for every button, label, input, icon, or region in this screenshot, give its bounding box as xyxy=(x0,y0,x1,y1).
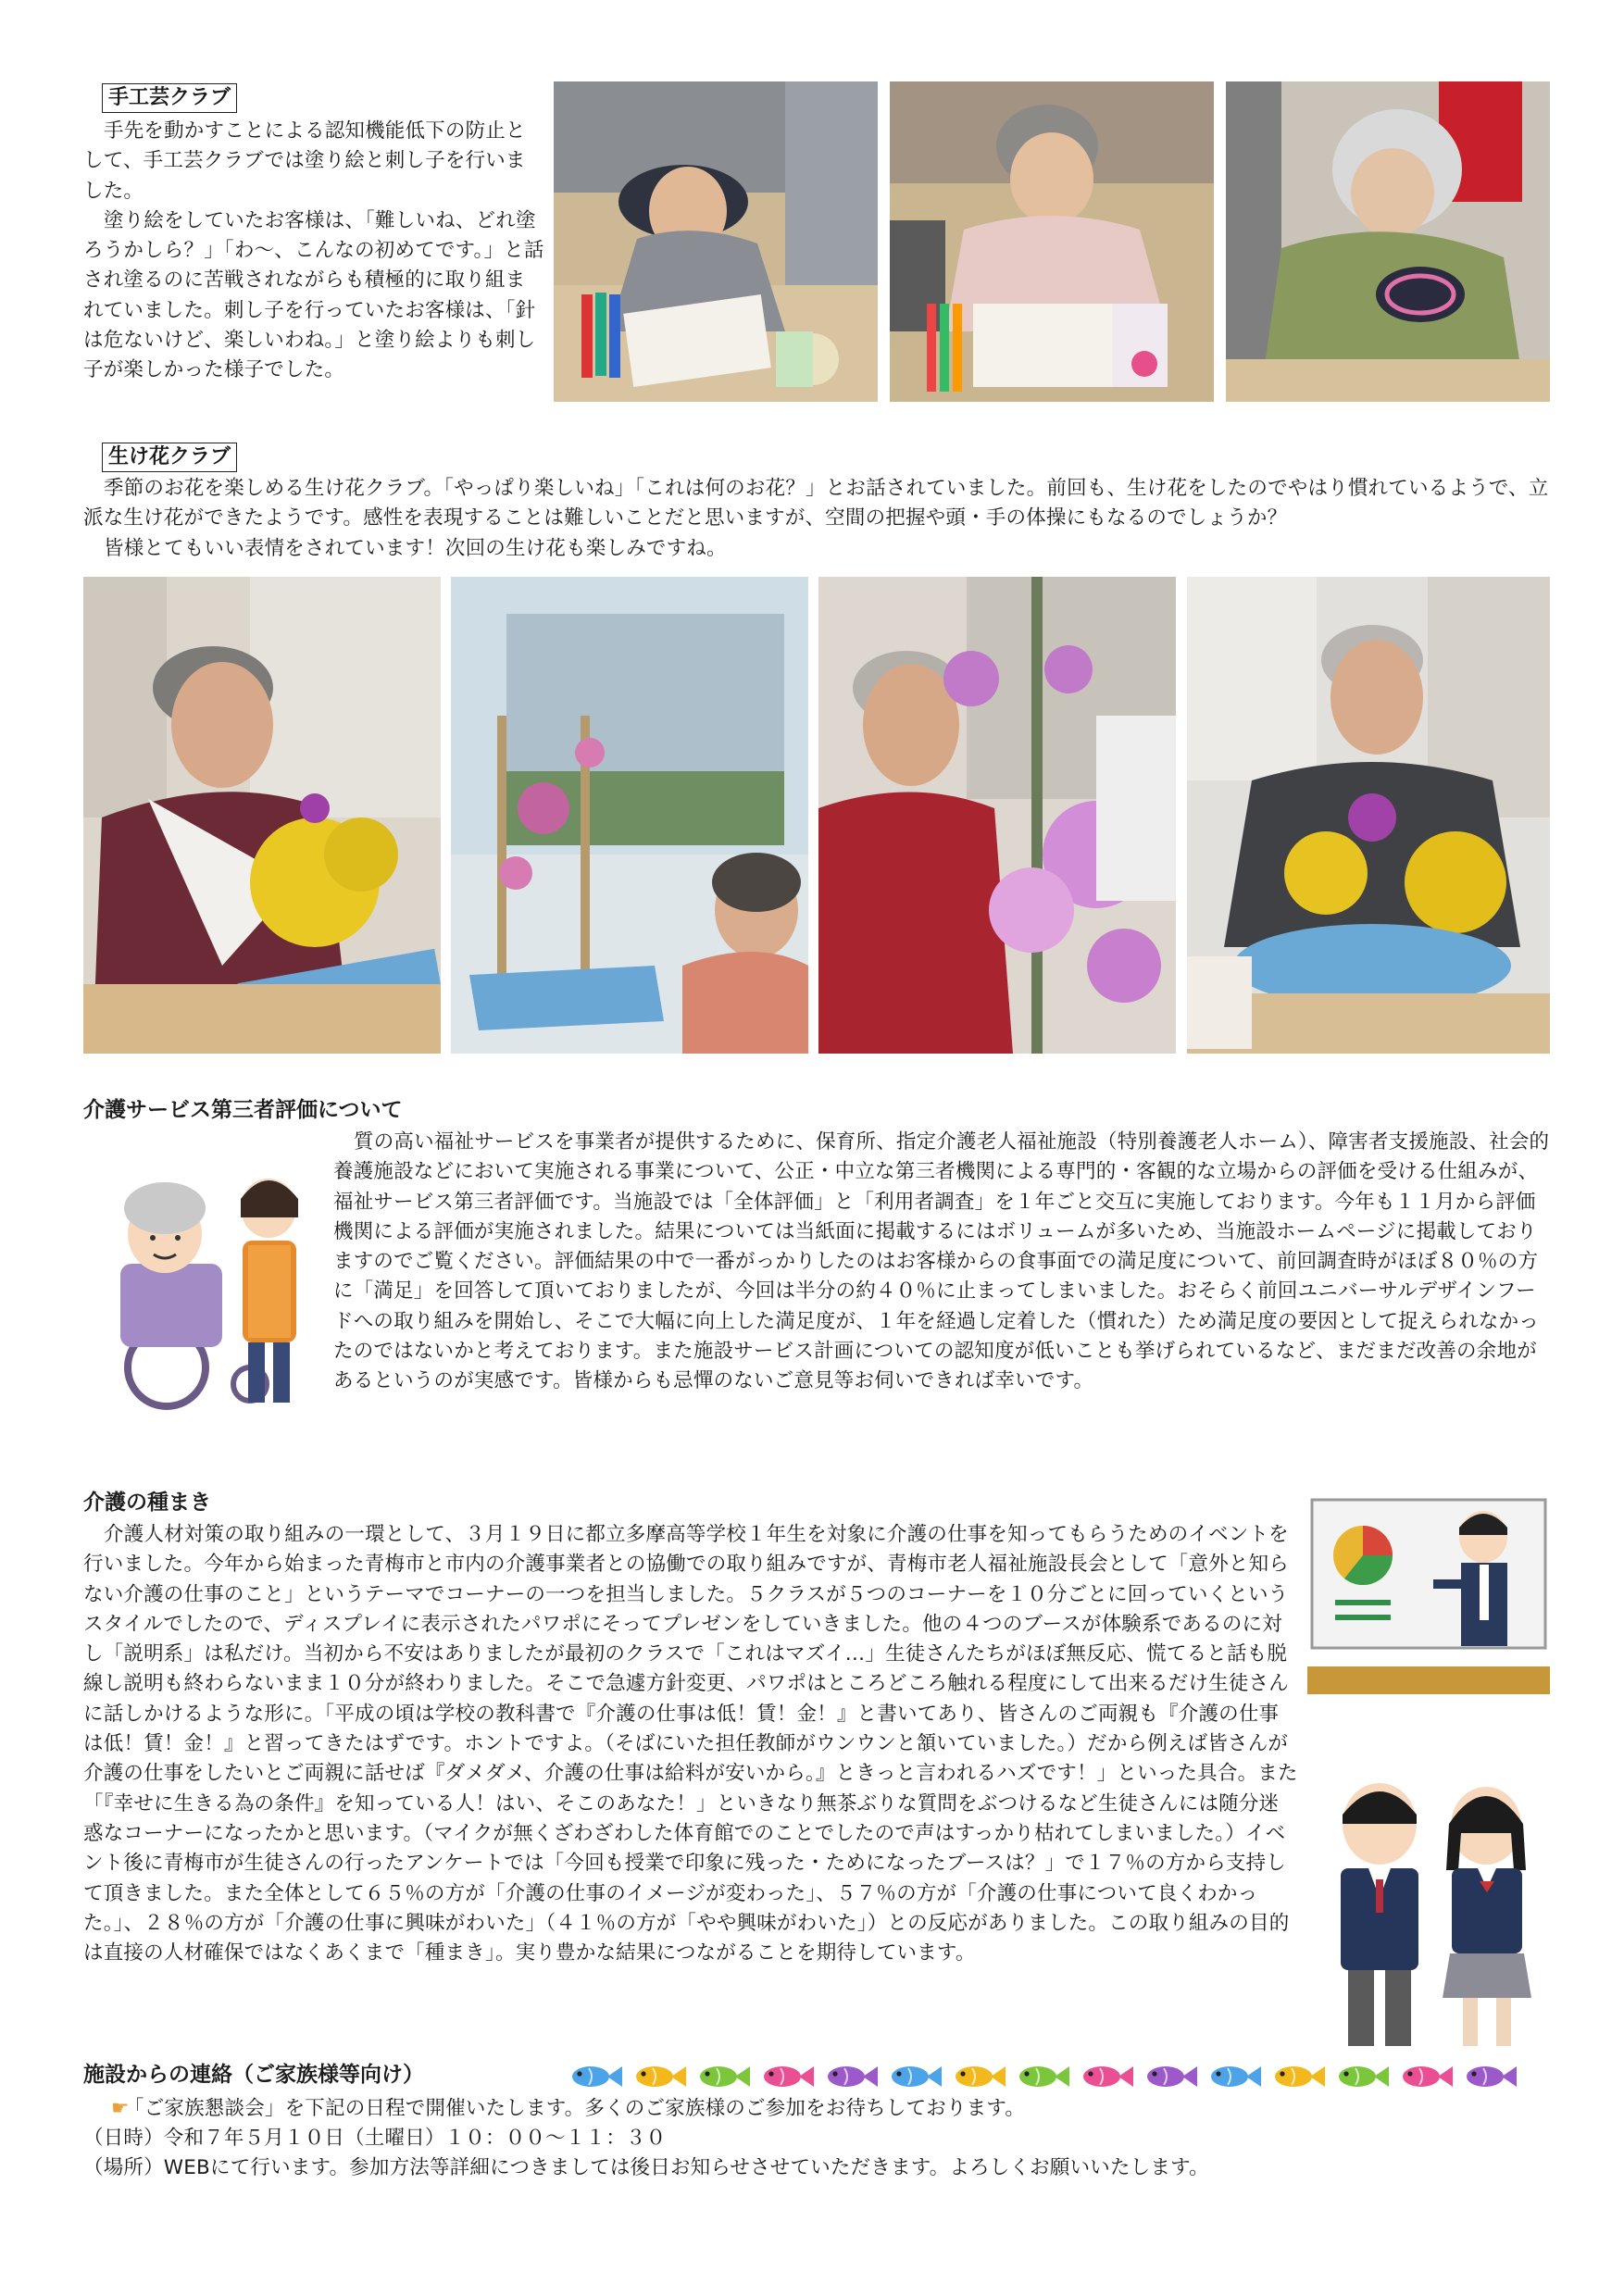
evaluation-heading: 介護サービス第三者評価について xyxy=(83,1098,403,1122)
crafts-text xyxy=(83,117,544,386)
fish-icon xyxy=(1206,2063,1263,2090)
ikebana-photo-3 xyxy=(818,577,1176,1054)
ikebana-paragraph-2: 皆様とてもいい表情をされています！次回の生け花も楽しみですね。 xyxy=(104,536,727,560)
ikebana-paragraph-1: 季節のお花を楽しめる生け花クラブ。「やっぱり楽しいね」「これは何のお花？」とお話されていました。前回も、生け花をしたのでやはり慣れているようで、立派な生け花ができたようです。感性を表現することは難しいことだと思いますが、空間の把握や頭・手の体操にもなるのでしょうか？ xyxy=(83,477,1549,530)
notice-announcement: 「ご家族懇談会」を下記の日程で開催いたします。多くのご家族様のご参加をお待ちしております。 xyxy=(124,2097,1026,2120)
fish-icon xyxy=(950,2063,1007,2090)
fish-icon xyxy=(1014,2063,1071,2090)
sashiko-photo xyxy=(1226,81,1550,402)
students-illustration xyxy=(1315,1759,1550,2053)
fish-icon xyxy=(1142,2063,1199,2090)
crafts-heading: 手工芸クラブ xyxy=(102,83,237,113)
notice-location: （場所）WEBにて行います。参加方法等詳細につきましては後日お知らせさせていただきます。よろしくお願いいたします。 xyxy=(83,2156,1209,2179)
fish-decoration xyxy=(567,2063,1518,2090)
fish-icon xyxy=(1333,2063,1391,2090)
fish-icon xyxy=(1461,2063,1518,2090)
fish-icon xyxy=(567,2063,624,2090)
fish-icon xyxy=(822,2063,880,2090)
crafts-paragraph-2: 塗り絵をしていたお客様は、「難しいね、どれ塗ろうかしら？」「わ～、こんなの初めてです。」と話され塗るのに苦戦されながらも積極的に取り組まれていました。刺し子を行っていたお客様は、「針は危ないけど、楽しいわね。」と塗り絵よりも刺し子が楽しかった様子でした。 xyxy=(83,208,544,382)
evaluation-text: 質の高い福祉サービスを事業者が提供するために、保育所、指定介護老人福祉施設（特別養護老人ホーム）、障害者支援施設、社会的養護施設などにおいて実施される事業について、公正・中立な第三者機関による専門的・客観的な立場からの評価を受ける仕組みが、福祉サービス第三者評価です。当施設では「全体評価」と「利用者調査」を１年ごと交互に実施しております。今年も１１月から評価機関による評価が実施されました。結果については当紙面に掲載するにはボリュームが多いため、当施設ホームページに掲載しておりますのでご覧ください。評価結果の中で一番がっかりしたのはお客様からの食事面での満足度について、前回調査時がほぼ８０％の方に「満足」を回答して頂いておりましたが、今回は半分の約４０％に止まってしまいました。おそらく前回ユニバーサルデザインフードへの取り組みを開始し、そこで大幅に向上した満足度が、１年を経過し定着した（慣れた）ため満足度の要因として捉えられなかったのではないかと考えております。また施設サービス計画についての認知度が低いことも挙げられているなど、まだまだ改善の余地があるというのが実感です。皆様からも忌憚のないご意見等お伺いできれば幸いです。 xyxy=(333,1130,1550,1393)
ikebana-photo-4 xyxy=(1187,577,1550,1054)
seeds-heading: 介護の種まき xyxy=(83,1491,211,1515)
ikebana-text xyxy=(83,474,1550,564)
coloring-photo-2 xyxy=(890,81,1214,402)
coloring-photo-1 xyxy=(554,81,878,402)
fish-icon xyxy=(886,2063,943,2090)
ikebana-photo-2 xyxy=(451,577,808,1054)
fish-icon xyxy=(631,2063,688,2090)
seeds-text: 介護人材対策の取り組みの一環として、３月１９日に都立多摩高等学校１年生を対象に介護の仕事を知ってもらうためのイベントを行いました。今年から始まった青梅市と市内の介護事業者との協働での取り組みですが、青梅市老人福祉施設長会として「意外と知らない介護の仕事のこと」というテーマでコーナーの一つを担当しました。５クラスが５つのコーナーを１０分ごとに回っていくというスタイルでしたので、ディスプレイに表示されたパワポにそってプレゼンをしていきました。他の４つのブースが体験系であるのに対し「説明系」は私だけ。当初から不安はありましたが最初のクラスで「これはマズイ…」生徒さんたちがほぼ無反応、慌てると話も脱線し説明も終わらないまま１０分が終わりました。そこで急遽方針変更、パワポはところどころ触れる程度にして出来るだけ生徒さんに話しかけるような形に。「平成の頃は学校の教科書で『介護の仕事は低！賃！金！』と書いてあり、皆さんのご両親も『介護の仕事は低！賃！金！』と習ってきたはずです。ホントですよ。（そばにいた担任教師がウンウンと頷いていました。）だから例えば皆さんが介護の仕事をしたいとご両親に話せば『ダメダメ、介護の仕事は給料が安いから。』ときっと言われるハズです！」といった具合。また「『幸せに生きる為の条件』を知っている人！はい、そこのあなた！」といきなり無茶ぶりな質問をぶつけるなど生徒さんには随分迷惑なコーナーになったかと思います。（マイクが無くざわざわした体育館でのことでしたので声はすっかり枯れてしまいました。）イベント後に青梅市が生徒さんの行ったアンケートでは「今回も授業で印象に残った・ためになったブースは？」で１７％の方から支持して頂きました。また全体として６５％の方が「介護の仕事のイメージが変わった」、５７％の方が「介護の仕事について良くわかった。」、２８％の方が「介護の仕事に興味がわいた」（４１％の方が「やや興味がわいた」）との反応がありました。この取り組みの目的は直接の人材確保ではなくあくまで「種まき」。実り豊かな結果につながることを期待しています。 xyxy=(83,1523,1298,1965)
seeds-body xyxy=(83,1520,1298,1968)
notice-heading: 施設からの連絡（ご家族様等向け） xyxy=(83,2063,424,2087)
wheelchair-illustration xyxy=(93,1153,324,1414)
pointing-hand-icon: ☛ xyxy=(111,2097,130,2120)
notice-line-1 xyxy=(83,2094,1550,2124)
crafts-paragraph-1: 手先を動かすことによる認知機能低下の防止として、手工芸クラブでは塗り絵と刺し子を行いました。 xyxy=(83,119,526,203)
fish-icon xyxy=(694,2063,752,2090)
fish-icon xyxy=(1269,2063,1327,2090)
ikebana-heading: 生け花クラブ xyxy=(102,443,237,472)
fish-icon xyxy=(1397,2063,1455,2090)
evaluation-body xyxy=(333,1128,1550,1397)
notice-date: （日時）令和７年５月１０日（土曜日）１０：００～１１：３０ xyxy=(83,2127,667,2150)
fish-icon xyxy=(1078,2063,1135,2090)
presentation-illustration xyxy=(1307,1491,1550,1713)
ikebana-photo-1 xyxy=(83,577,441,1054)
fish-icon xyxy=(758,2063,816,2090)
